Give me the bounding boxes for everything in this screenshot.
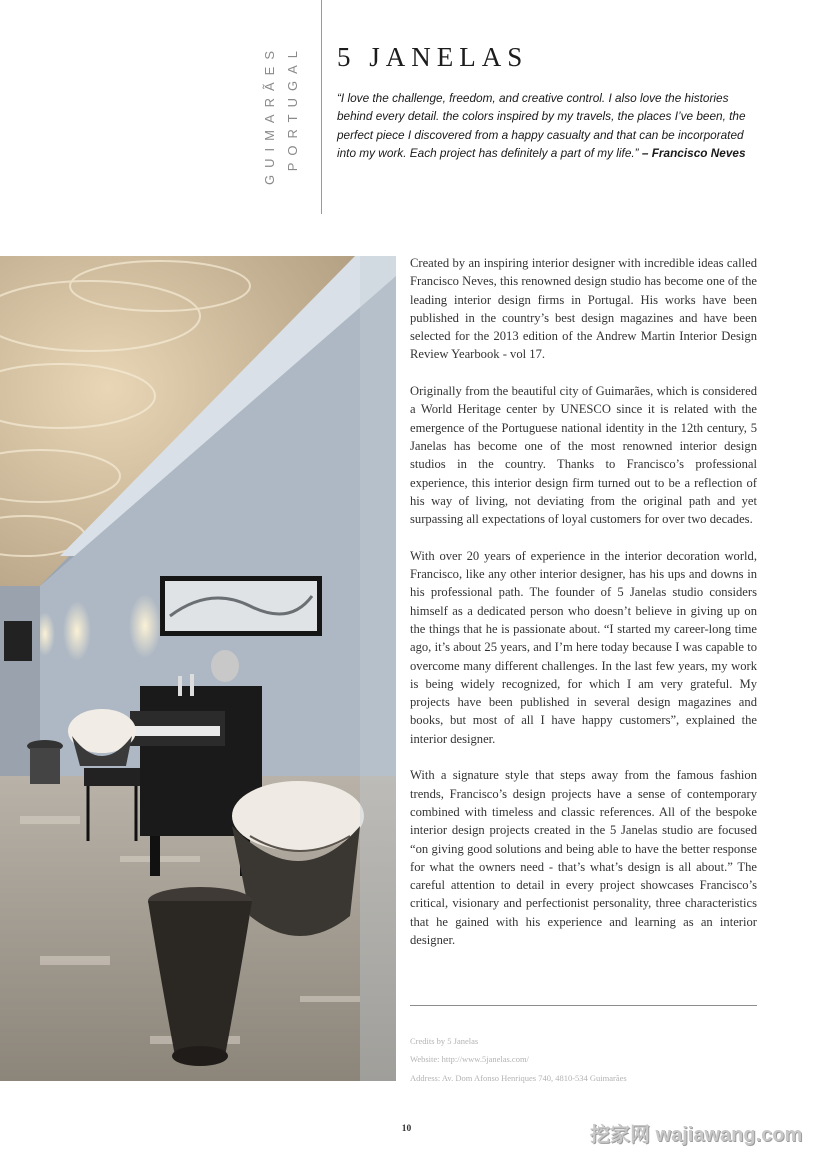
quote-author: – Francisco Neves <box>641 145 746 160</box>
credits-line: Credits by 5 Janelas <box>410 1036 479 1046</box>
body-paragraph: Originally from the beautiful city of Guimarães, which is considered a World Heritage center by UNESCO since it is related with the emergence of the Portuguese national identity in the 12th century, 5 Janelas has become one of the most renowned interior design studios in the country. Thanks to Francisco’s professional experience, this interior design firm turned out to be a reflection of his way of living, not deviating from the original path and yet surpassing all expectations of loyal customers for over two decades. <box>410 384 757 527</box>
page-number: 10 <box>401 1124 412 1134</box>
body-paragraph: With a signature style that steps away from the famous fashion trends, Francisco’s design projects have a sense of contemporary combined with timeless and classic references. All of the bespoke interior design projects created in the 5 Janelas studio are focused “on giving good solutions and being able to have the better response for what the owners need - that’s what’s design is all about.” The careful attention to detail in every project showcases Francisco’s critical, visionary and perfectionist personality, three characteristics that he gained with his experience and learning as an interior designer. <box>410 768 757 947</box>
body-paragraph: With over 20 years of experience in the interior decoration world, Francisco, like any other interior designer, has his ups and downs in his professional path. The founder of 5 Janelas studio considers himself as a dedicated person who doesn’t believe in giving up on the things that he is passionate about. “I started my career-long time ago, it’s about 25 years, and I’m here today because I was capable to overcome many different challenges. In the last few years, my work is being widely recognized, for which I am very grateful. My projects have been published in several design magazines and books, but most of all I have happy customers”, explained the interior designer. <box>410 548 757 746</box>
credits-block <box>410 1032 770 1087</box>
city-vertical-label: GUIMARÃES <box>262 44 277 186</box>
credits-divider <box>410 1005 757 1006</box>
interior-photo <box>0 256 396 1081</box>
article-body <box>410 254 757 968</box>
article-title: 5 JANELAS <box>337 42 529 72</box>
header-divider <box>321 0 322 214</box>
pull-quote <box>337 89 757 162</box>
body-paragraph: Created by an inspiring interior designer with incredible ideas called Francisco Neves, this renowned design studio has become one of the leading interior design firms in Portugal. His works have been published in the country’s best design magazines and have been selected for the 2013 edition of the Andrew Martin Interior Design Review Yearbook - vol 17. <box>410 256 757 362</box>
watermark: 挖家网 wajiawang.com <box>590 1124 803 1146</box>
credits-website[interactable]: Website: http://www.5janelas.com/ <box>410 1054 529 1065</box>
country-vertical-label: PORTUGAL <box>285 44 300 172</box>
credits-address: Address: Av. Dom Afonso Henriques 740, 4810-534 Guimarães <box>410 1072 627 1083</box>
quote-text: “I love the challenge, freedom, and creative control. I also love the histories behind every detail. the colors inspired by my travels, the places I’ve been, the perfect piece I discovered from a happy casualty and that can be incorporated into my work. Each project has definitely a part of my life.” <box>337 91 746 160</box>
